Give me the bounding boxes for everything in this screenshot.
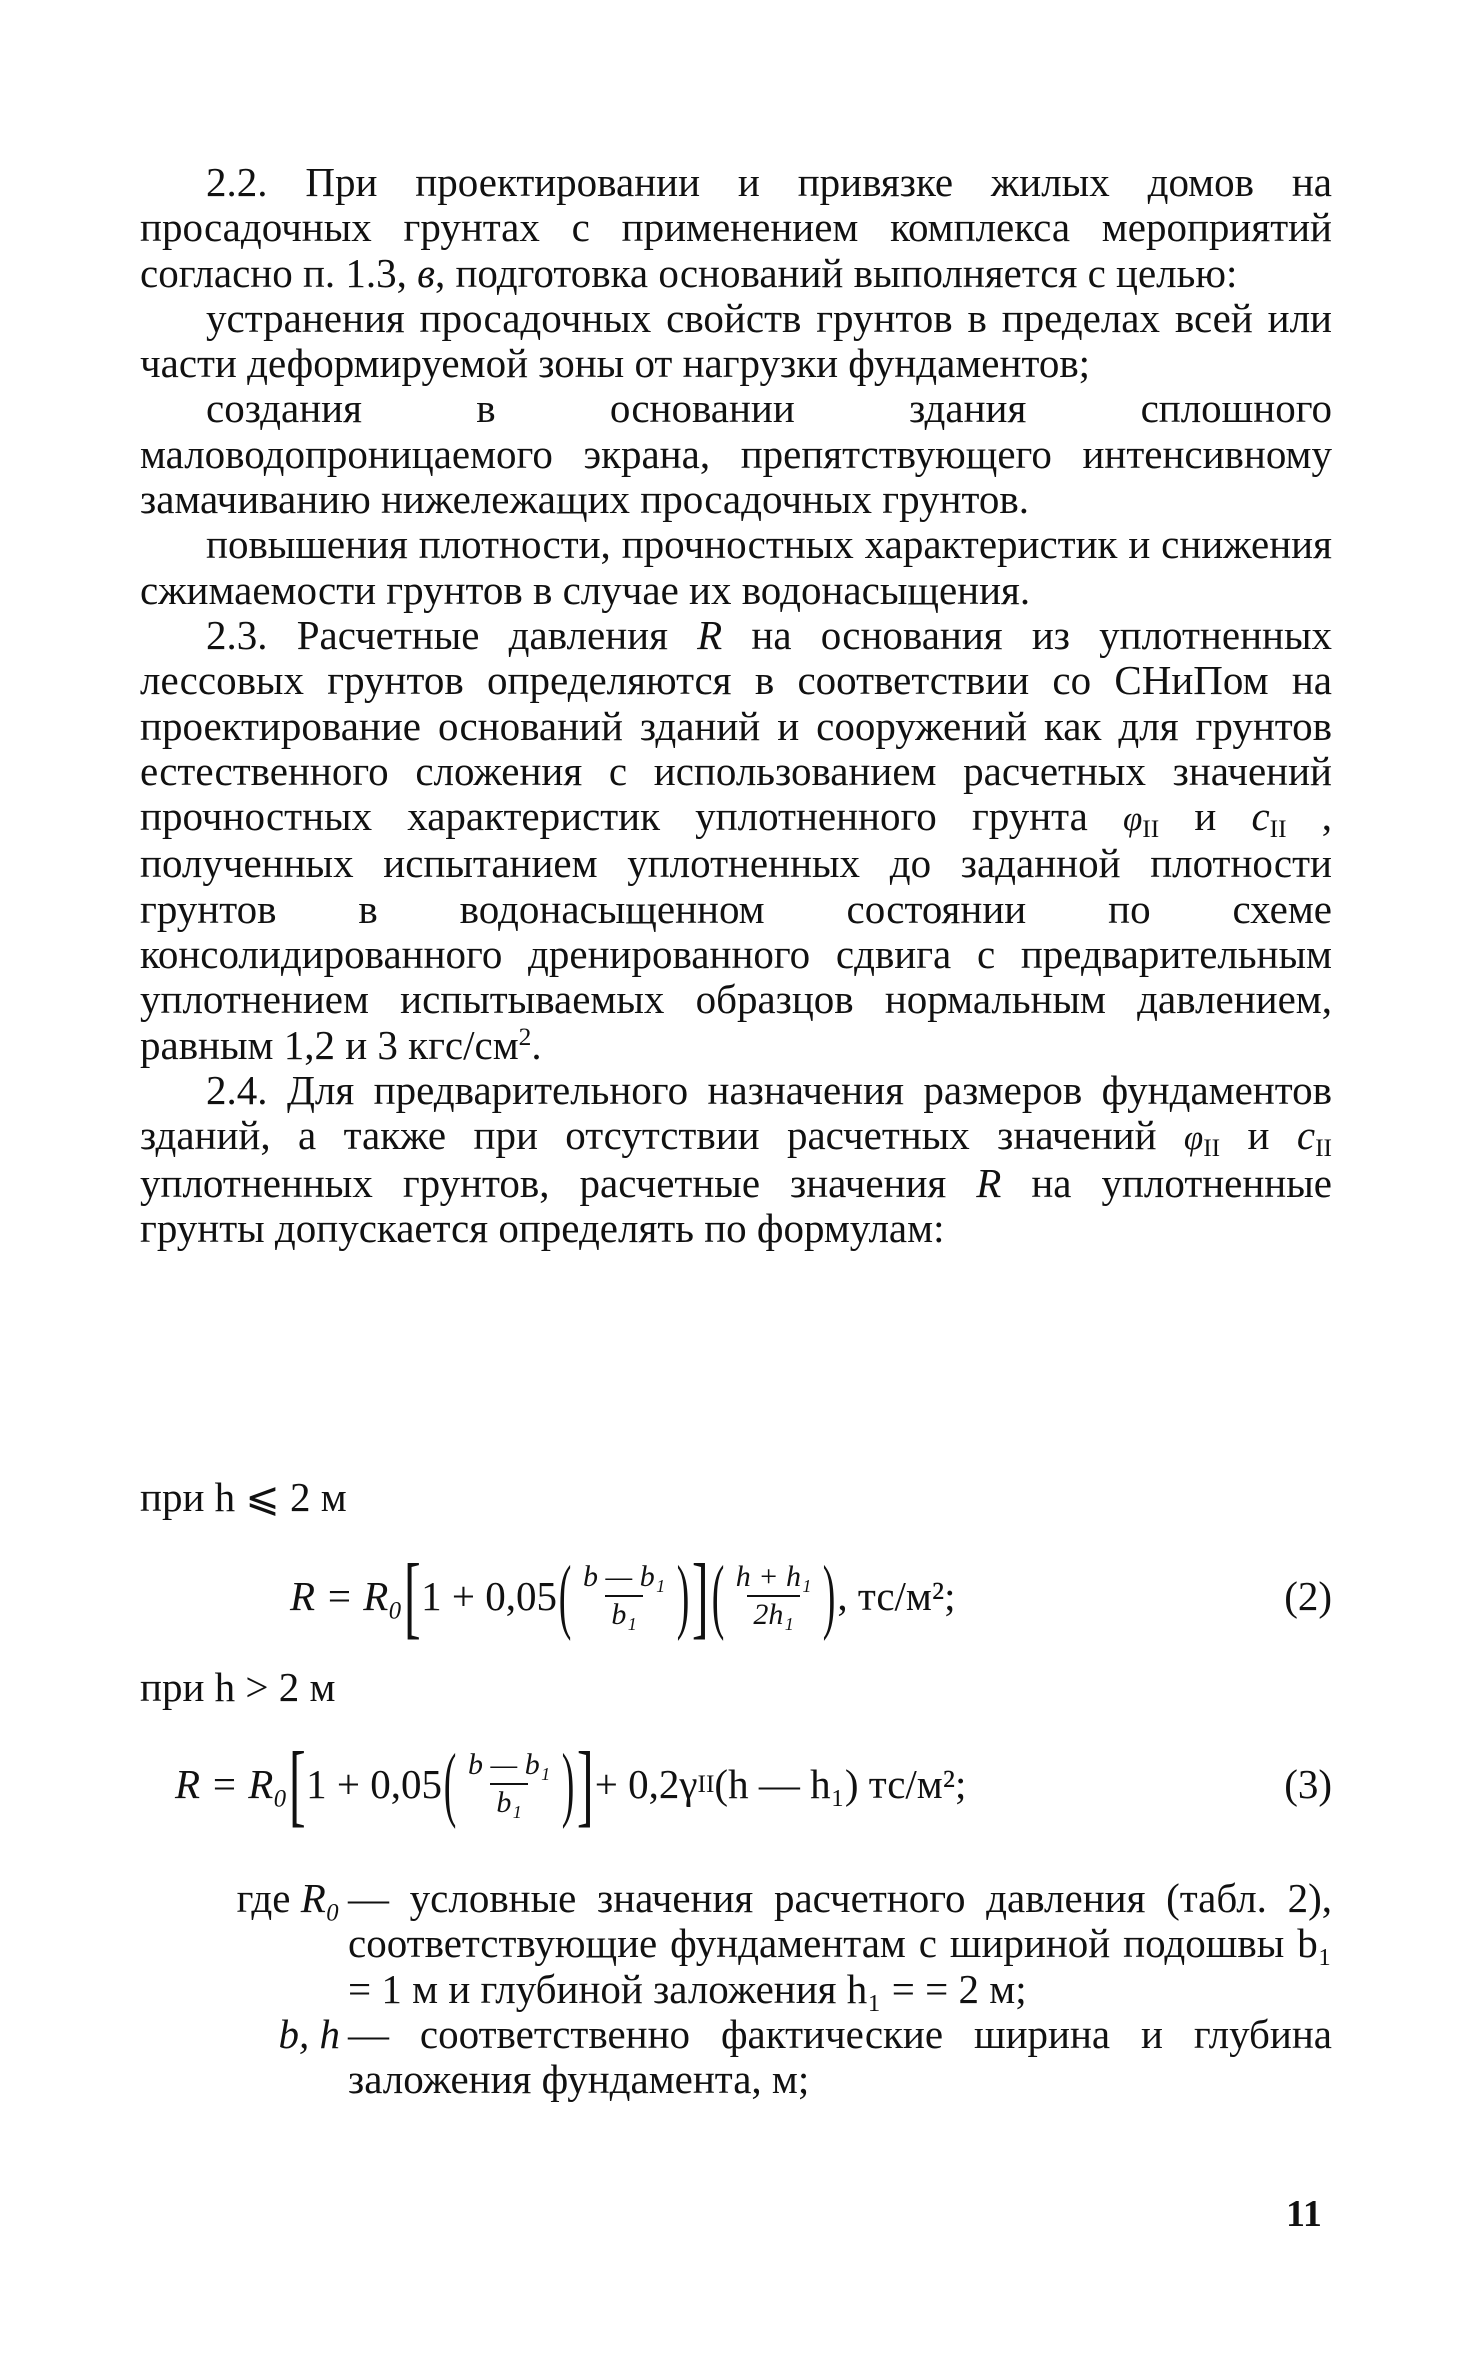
goal-item-3: повышения плотности, прочностных характеристик и снижения сжимаемости грунтов в случае их водонасыщения. [140,521,1332,613]
fraction-b-2: $\frac{\text{b — b₁}}{\text{b₁}}$ [468,1748,551,1819]
condition-h-gt-2: при h > 2 м [140,1664,336,1710]
formula-3 [0,1728,1332,1840]
paragraph-2-2: 2.2. При проектировании и привязке жилых домов на просадочных грунтах с применением комплекса мероприятий согласно п. 1.3, в, подготовка оснований выполняется с целью: [140,159,1332,296]
fraction-h: $\frac{\text{h + h₁}}{\text{2h₁}}$ [735,1560,812,1631]
definitions [140,1876,1332,2102]
definition-R0: где R₀ — условные значения расчетного давления (табл. 2), соответствующие фундаментам с шириной подошвы b₁ = 1 м и глубиной заложения h₁ = = 2 м; [236,1875,1332,2012]
formula-3-body: R = R₀ [ 1 + 0,05 ( $\frac{\text{b — b₁}}{\text{b₁}}$ ) ] + 0,2γ II (h — h₁) тс/м²; [175,1733,967,1835]
paragraph-2-4: 2.4. Для предварительного назначения размеров фундаментов зданий, а также при отсутствии расчетных значений $\varphi_{II}$ и $c_{II}$ уплотненных грунтов, расчетные значения R на уплотненные грунты допускается определять по формулам: [140,1066,1332,1251]
paragraph-2-3: 2.3. Расчетные давления R на основания из уплотненных лессовых грунтов определяются в соответствии со СНиПом на проектирование оснований зданий и сооружений как для грунтов естественного сложения с использованием расчетных значений прочностных характеристик уплотненного грунта $\varphi_{II}$ и $c_{II}$ , полученных испытанием уплотненных до заданной плотности грунтов в водонасыщенном состоянии по схеме консолидированного дренированного сдвига с предварительным уплотнением испытываемых образцов нормальным давлением, равным 1,2 и 3 кгс/$см^2$. [140,611,1333,1068]
formula-2-number: (2) [1284,1573,1332,1619]
condition-h-le-2: при h ⩽ 2 м [140,1474,347,1520]
goal-item-2: создания в основании здания сплошного маловодопроницаемого экрана, препятствующего интенсивному замачиванию нижележащих просадочных грунтов. [140,385,1332,523]
formula-2-body: R = R₀ [ 1 + 0,05 ( $\frac{\text{b — b₁}}{\text{b₁}}$ ) ] ( $\frac{\text{h + h₁}}{\text{2h₁}}$ ) , тс/м²; [290,1545,956,1647]
text-column [140,160,1332,1251]
page-number: 11 [1286,2193,1322,2235]
formula-2 [0,1540,1332,1652]
fraction-b: $\frac{\text{b — b₁}}{\text{b₁}}$ [583,1560,666,1631]
definition-b-h: b, h — соответственно фактические ширина и глубина заложения фундамента, м; [278,2010,1332,2103]
formula-3-number: (3) [1284,1761,1332,1807]
goal-item-1: устранения просадочных свойств грунтов в пределах всей или части деформируемой зоны от нагрузки фундаментов; [140,294,1332,387]
